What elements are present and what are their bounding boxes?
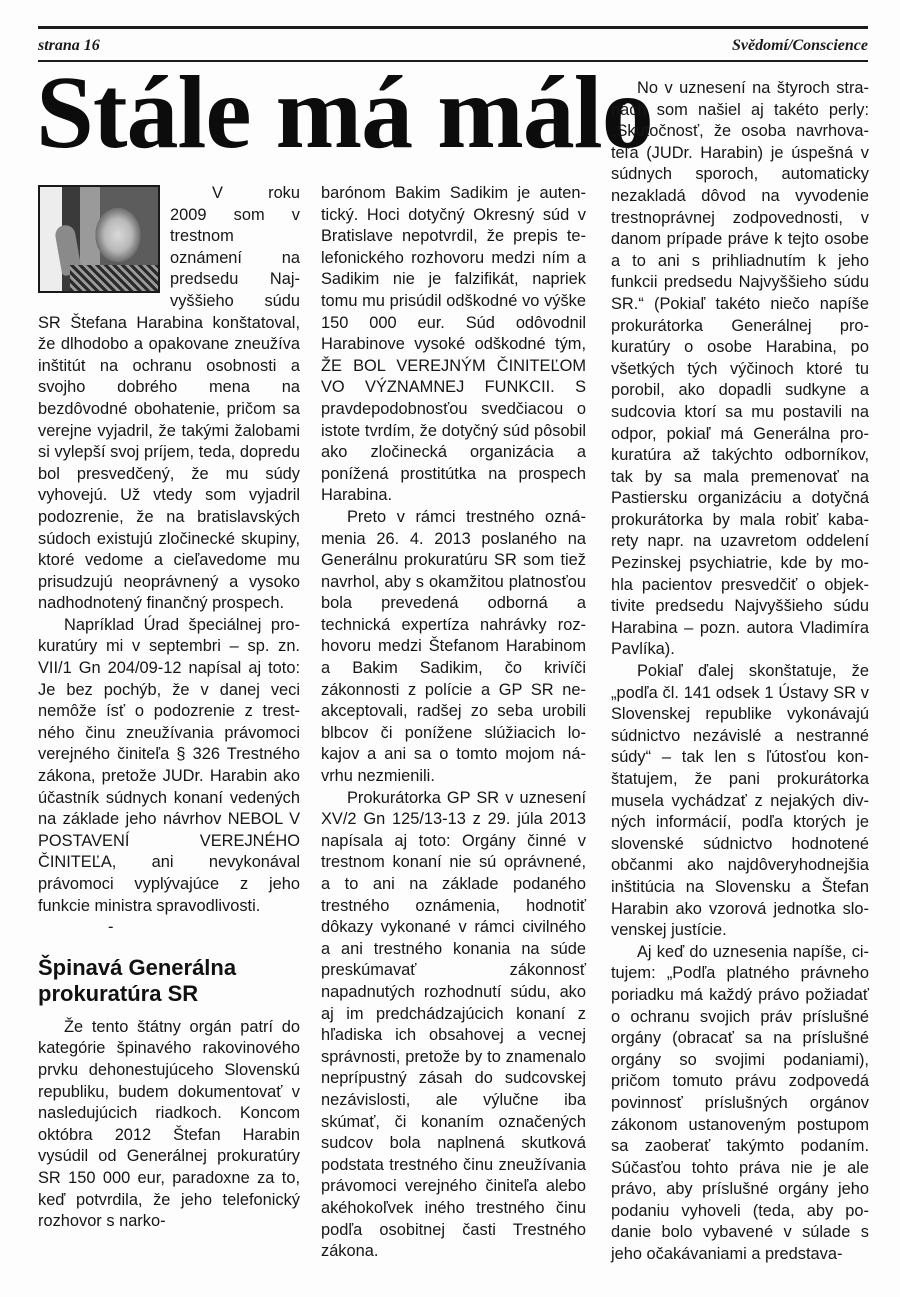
page-number: strana 16 xyxy=(38,37,100,54)
left-column xyxy=(38,183,300,1233)
paragraph: Preto v rámci trestného oznámenia 26. 4. 2013 poslaného na Generálnu prokuratúru SR som tiež navrhol, aby s okamžitou platnosťou bola prevedená odborná a technická expertíza nahrávky rozhovoru medzi Štefanom Harabinom a Bakim Sadikim, čo krivíči zákonnosti z polície a GP SR neakceptovali, radšej zo seba urobili blbcov či ponížene slúžiacich lokajov a ani sa o tomto mojom návrhu nezmienili. xyxy=(321,507,586,786)
paragraph: Prokurátorka GP SR v uznesení XV/2 Gn 125/13-13 z 29. júla 2013 napísala aj toto: Orgány činné v trestnom konaní nie sú oprávnené, a to ani na základe podaného trestného oznámenia, hodnotiť dôkazy vykonané v rámci civilného a ani trestného konania na súde preskúmavať zákonnosť napadnutých rozhodnutí súdu, ako aj im predchádzajúcich konaní z hľadiska ich obsahovej a vecnej správnosti, pretože by to znamenalo neprípustný zásah do sudcovskej nezávislosti, ale výlučne iba skúmať, či konaním označených sudcov bola naplnená skutková podstata trestného činu zneužívania právomoci verejného činiteľa alebo akéhokoľvek iného trestného činu podľa osobitnej časti Trestného zákona. xyxy=(321,788,586,1261)
paragraph: Pokiaľ ďalej skonštatuje, že „podľa čl. 141 odsek 1 Ústavy SR v Slovenskej republike vykonávajú súdnictvo nezávislé a nestranné súdy“ – tak len s ľútosťou konštatujem, že pani prokurátorka musela vychádzať z nejakých divných informácií, podľa ktorých je slovenské súdnictvo hodnotené občanmi ako najdôveryhodnejšia inštitúcia na Slovensku a Štefan Harabin ako vzorová jednotka slovenskej justície. xyxy=(611,662,869,940)
author-photo xyxy=(38,185,160,293)
paragraph: No v uznesení na štyroch stranách som našiel aj takéto perly: „Skutočnosť, že osoba navrhovateľa (JUDr. Harabin) je úspešná v súdnych sporoch, automaticky nezakladá dôvod na vyvodenie trestnoprávnej zodpovednosti, v danom prípade práve k tejto osobe a to ani s prihliadnutím k jeho funkcii predsedu Najvyššieho súdu SR.“ (Pokiaľ takéto niečo napíše prokurátorka Generálnej prokuratúry o osobe Harabina, po všetkých tých výčinoch ktoré tu porobil, ako dopadli sudkyne a sudcovia ktorí sa mu postavili na odpor, pokiaľ má Generálna prokuratúra až takýchto odborníkov, tak by sa mala premenovať na Pastiersku organizáciu a dotyčná prokurátorka by mala robiť kabarety napr. na uzavretom oddelení Pezinskej psychiatrie, kde by mohla pacientov presvedčiť o objektivite predsedu Najvyššieho súdu Harabina – pozn. autora Vladimíra Pavlíka). xyxy=(611,79,869,659)
paragraph: Napríklad Úrad špeciálnej prokuratúry mi v septembri – sp. zn. VII/1 Gn 204/09-12 napísal aj toto: Je bez pochýb, že v danej veci nemôže ísť o podozrenie z trestného činu zneužívania právomoci verejného činiteľa § 326 Trestného zákona, pretože JUDr. Harabin ako účastník súdnych konaní vedených na základe jeho návrhov NEBOL V POSTAVENÍ VEREJNÉHO ČINITEĽA, ani nevykonával právomoci vyplývajúce z jeho funkcie ministra spravodlivosti. xyxy=(38,615,300,915)
right-column xyxy=(611,78,869,1266)
section-subheading: Špinavá Generálna prokuratúra SR xyxy=(38,954,237,1006)
paragraph: barónom Bakim Sadikim je autentický. Hoci dotyčný Okresný súd v Bratislave nepotvrdil, že prepis telefonického rozhovoru medzi ním a Sadikim nie je falzifikát, napriek tomu mu prisúdil odškodné vo výške 150 000 eur. Súd odôvodnil Harabinove vysoké odškodné tým, ŽE BOL VEREJNÝM ČINITEĽOM VO VÝZNAMNEJ FUNKCII. S pravdepodobnosťou svedčiacou o istote tvrdím, že dotyčný súd pôsobil ako zločinecká organizácia a ponížená prostitútka na prospech Harabina. xyxy=(321,184,586,505)
middle-column xyxy=(321,183,586,1263)
dash-mark: - xyxy=(108,918,114,937)
paragraph: Aj keď do uznesenia napíše, citujem: „Podľa platného právneho poriadku má každý právo požiadať o ochranu svojich práv príslušné orgány (obracať sa na príslušné orgány so svojimi podaniami), pričom tomuto právu zodpovedá povinnosť príslušných orgánov zákonom ustanoveným postupom sa zaoberať takýmto podaním. Súčasťou tohto práva nie je ale právo, aby príslušné orgány jeho podaniu vyhoveli (teda, aby podanie bolo vybavené v súlade s jeho očakávaniami a predstava- xyxy=(611,942,869,1264)
photo-shirt-pattern xyxy=(70,265,160,291)
paragraph: V roku 2009 som v trestnom oznámení na predsedu Najvyššieho súdu SR Štefana Harabina konštatoval, že dlhodobo a opakovane zneužíva inštitút na ochranu osobnosti a svojho dobrého mena na bezdôvodné obohatenie, pričom sa verejne vyjadril, že takými žalobami si vylepší svoj príjem, teda, dopredu bol presvedčený, že mu súdy vyhovejú. Už vtedy som vyjadril podozrenie, že na bratislavských súdoch existujú zločinecké skupiny, ktoré vedome a cieľavedome mu prisudzujú neoprávnený a vysoko nadhodnotený finančný prospech. xyxy=(38,184,300,613)
publication-name: Svědomí/Conscience xyxy=(732,37,868,54)
top-rule xyxy=(38,26,868,29)
paragraph: Že tento štátny orgán patrí do kategórie špinavého rakovinového prvku dehonestujúceho Slovenskú republiku, budem dokumentovať v nasledujúcich riadkoch. Koncom októbra 2012 Štefan Harabin vysúdil od Generálnej prokuratúry SR 150 000 eur, paradoxne za to, keď potvrdila, že jeho telefonický rozhovor s narko- xyxy=(38,1017,300,1231)
separator-dash xyxy=(38,917,300,939)
article-title: Stále má málo xyxy=(36,55,653,170)
